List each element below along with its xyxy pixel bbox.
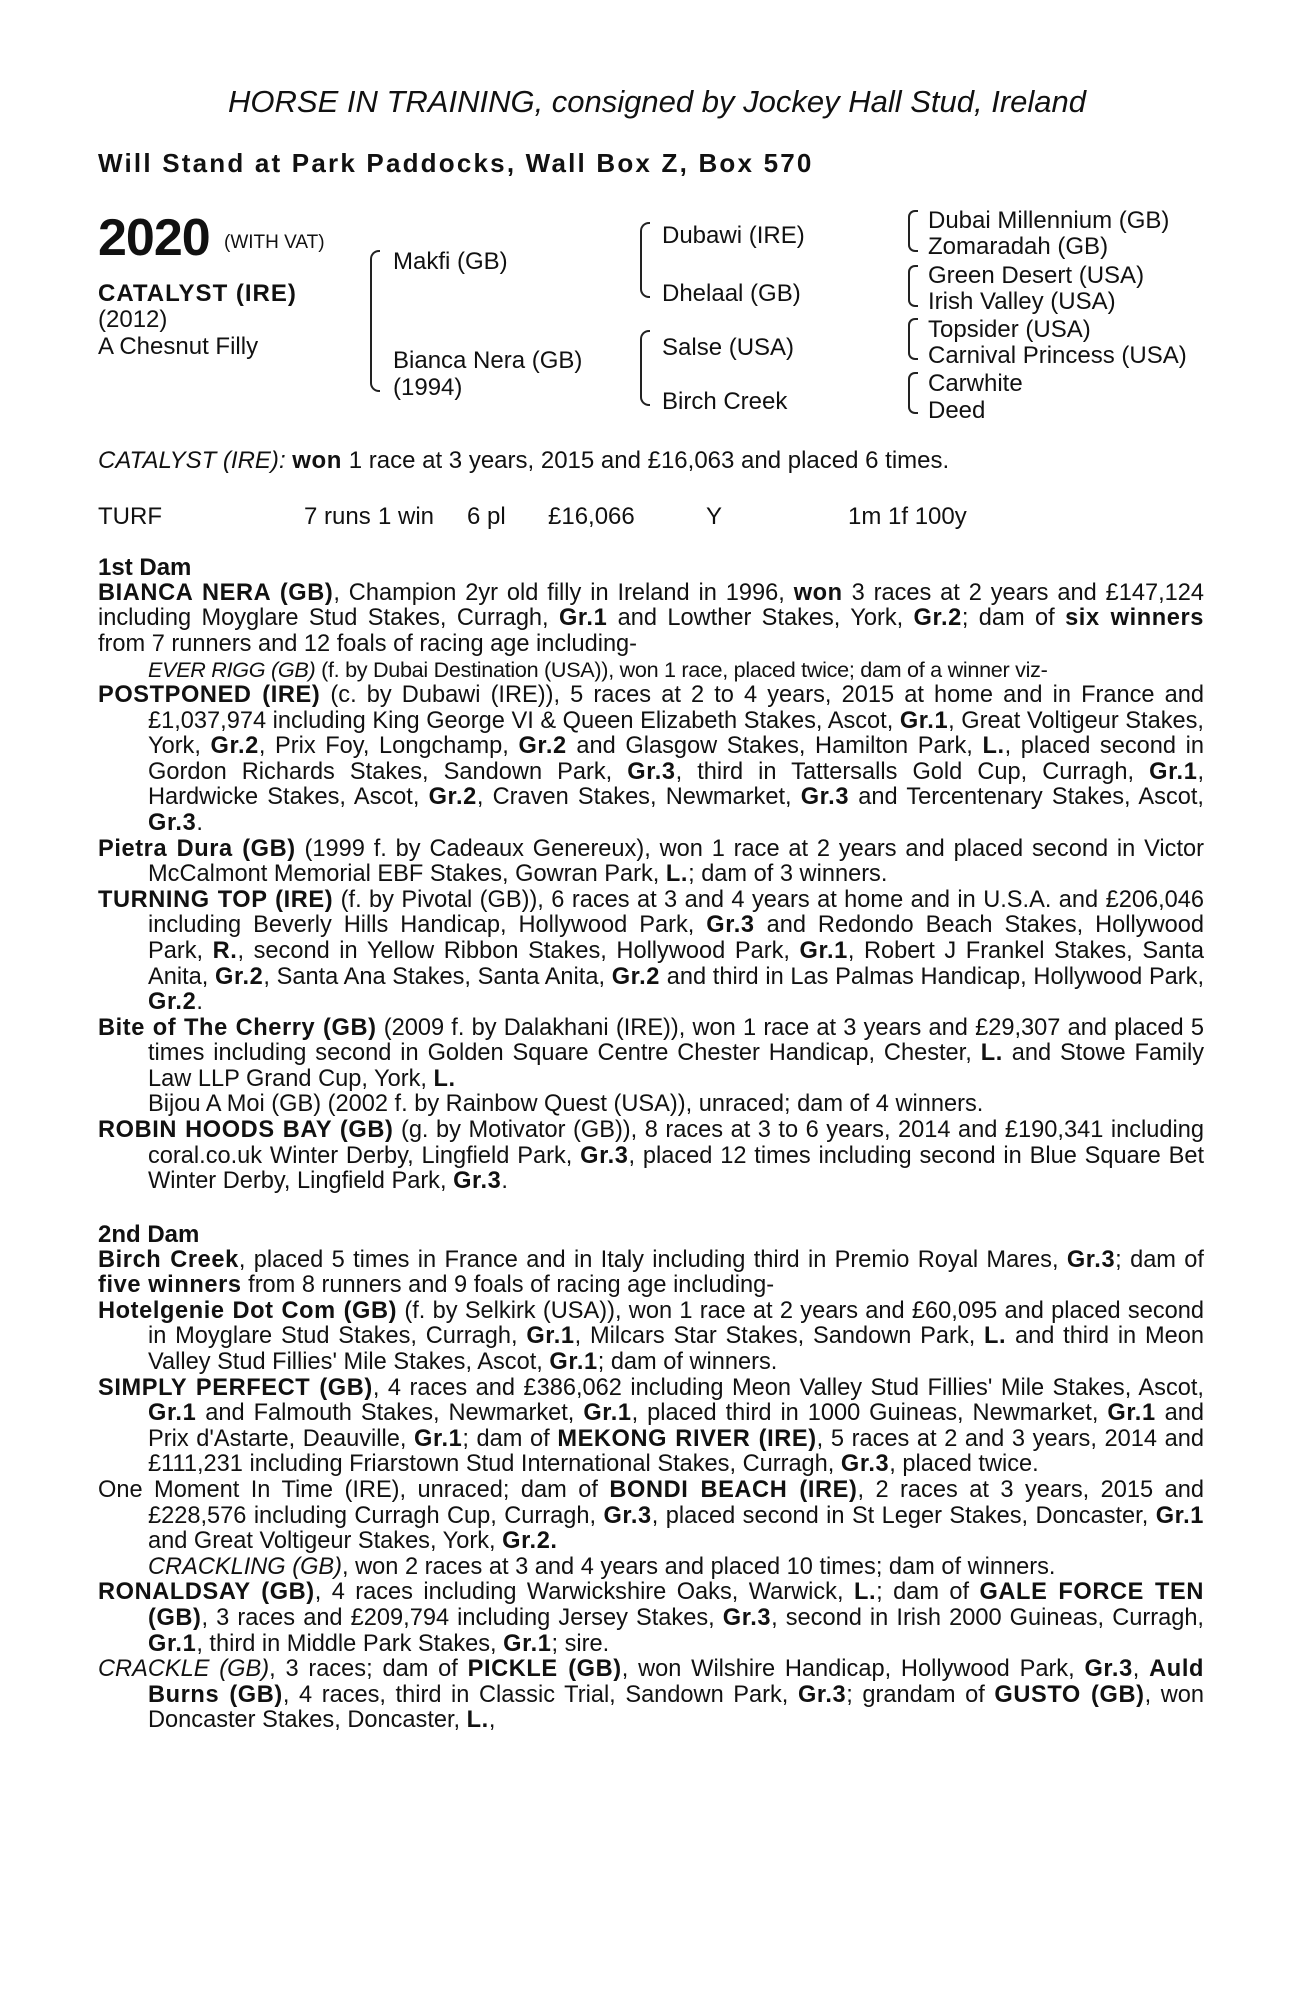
produce-crackle: CRACKLE (GB), 3 races; dam of PICKLE (GB), won Wilshire Handicap, Hollywood Park, Gr.3, Auld Burns (GB), 4 races, third in Classic Trial, Sandown Park, Gr.3; grandam of GUSTO (GB), won Doncaster Stakes, Doncaster, L.,	[98, 1656, 1205, 1734]
ggs-8: Deed	[928, 397, 986, 424]
sire-sire: Dubawi (IRE)	[662, 222, 805, 249]
ss-bracket	[908, 210, 918, 252]
sire: Makfi (GB)	[393, 248, 508, 275]
produce-bijou-a-moi: Bijou A Moi (GB) (2002 f. by Rainbow Quest (USA)), unraced; dam of 4 winners.	[148, 1091, 984, 1118]
dam-dam: Birch Creek	[662, 388, 788, 415]
ds-bracket	[908, 318, 918, 360]
produce-simply-perfect: SIMPLY PERFECT (GB), 4 races and £386,062 including Meon Valley Stud Fillies' Mile Stakes, Ascot, Gr.1 and Falmouth Stakes, Newmarket, Gr.1, placed third in 1000 Guineas, Newmarket, Gr.1 and Prix d'Astarte, Deauville, Gr.1; dam of MEKONG RIVER (IRE), 5 races at 2 and 3 years, 2014 and £111,231 including Friarstown Stud International Stakes, Curragh, Gr.3, placed twice.	[98, 1374, 1204, 1478]
catalogue-header: HORSE IN TRAINING, consigned by Jockey Hall Stud, Ireland	[228, 84, 1086, 119]
ggs-4: Irish Valley (USA)	[928, 288, 1116, 315]
dam: Bianca Nera (GB)	[393, 347, 583, 374]
record-won: won	[292, 447, 343, 474]
second-dam-paragraph: Birch Creek, placed 5 times in France and in Italy including third in Premio Royal Mares, Gr.3; dam of five winners from 8 runners and 9 foals of racing age including-	[98, 1246, 1204, 1299]
stat-placed: 6 pl	[467, 503, 506, 530]
horse-description: A Chesnut Filly	[98, 333, 259, 360]
dam-sire: Salse (USA)	[662, 334, 795, 361]
produce-hotelgenie: Hotelgenie Dot Com (GB) (f. by Selkirk (USA)), won 1 race at 2 years and £60,095 and placed second in Moyglare Stud Stakes, Curragh, Gr.1, Milcars Star Stakes, Sandown Park, L. and third in Meon Valley Stud Fillies' Mile Stakes, Ascot, Gr.1; dam of winners.	[98, 1297, 1204, 1375]
horse-name: CATALYST (IRE)	[98, 280, 297, 307]
foaling-year: (2012)	[98, 306, 168, 333]
ggs-5: Topsider (USA)	[928, 316, 1091, 343]
first-dam-heading: 1st Dam	[98, 554, 192, 581]
produce-ronaldsay: RONALDSAY (GB), 4 races including Warwickshire Oaks, Warwick, L.; dam of GALE FORCE TEN (GB), 3 races and £209,794 including Jersey Stakes, Gr.3, second in Irish 2000 Guineas, Curragh, Gr.1, third in Middle Park Stakes, Gr.1; sire.	[98, 1579, 1204, 1657]
ggs-2: Zomaradah (GB)	[928, 233, 1109, 260]
produce-bite-of-the-cherry: Bite of The Cherry (GB) (2009 f. by Dalakhani (IRE)), won 1 race at 3 years and £29,307 and placed 5 times including second in Golden Square Centre Chester Handicap, Chester, L. and Stowe Family Law LLP Grand Cup, York, L.	[98, 1014, 1204, 1092]
stat-flag: Y	[706, 503, 723, 530]
stat-runs: 7 runs	[304, 503, 371, 530]
ggs-1: Dubai Millennium (GB)	[928, 207, 1170, 234]
vat-note: (WITH VAT)	[224, 232, 325, 253]
lot-year: 2020	[98, 209, 210, 267]
second-dam-section	[98, 1222, 1204, 1734]
ggs-6: Carnival Princess (USA)	[928, 342, 1187, 369]
produce-pietra-dura: Pietra Dura (GB) (1999 f. by Cadeaux Genereux), won 1 race at 2 years and placed second in Victor McCalmont Memorial EBF Stakes, Gowran Park, L.; dam of 3 winners.	[98, 835, 1204, 888]
stat-distance: 1m 1f 100y	[848, 503, 967, 530]
dam-paragraph: BIANCA NERA (GB), Champion 2yr old filly in Ireland in 1996, won 3 races at 2 years and £147,124 including Moyglare Stud Stakes, Curragh, Gr.1 and Lowther Stakes, York, Gr.2; dam of six winners from 7 runners and 12 foals of racing age including-	[98, 579, 1204, 657]
stat-earnings: £16,066	[548, 503, 635, 530]
sire-dam-bracket	[370, 250, 380, 392]
sire-dam: Dhelaal (GB)	[662, 280, 801, 307]
stand-location: Will Stand at Park Paddocks, Wall Box Z, Box 570	[98, 148, 814, 178]
sd-bracket	[908, 265, 918, 307]
produce-ever-rigg: EVER RIGG (GB) (f. by Dubai Destination (USA)), won 1 race, placed twice; dam of a winner viz-	[148, 657, 1048, 683]
dam-line-bracket	[640, 330, 650, 406]
record-horse-name: CATALYST (IRE)	[98, 447, 279, 474]
ggs-3: Green Desert (USA)	[928, 262, 1145, 289]
produce-one-moment-in-time: One Moment In Time (IRE), unraced; dam of BONDI BEACH (IRE), 2 races at 3 years, 2015 and £228,576 including Curragh Cup, Curragh, Gr.3, placed second in St Leger Stakes, Doncaster, Gr.1 and Great Voltigeur Stakes, York, Gr.2.	[98, 1476, 1205, 1555]
second-dam-heading: 2nd Dam	[98, 1221, 200, 1248]
race-record: CATALYST (IRE): won 1 race at 3 years, 2015 and £16,063 and placed 6 times.	[98, 447, 950, 474]
first-dam-section	[98, 555, 1204, 1195]
produce-postponed: POSTPONED (IRE) (c. by Dubawi (IRE)), 5 races at 2 to 4 years, 2015 at home and in France and £1,037,974 including King George VI & Queen Elizabeth Stakes, Ascot, Gr.1, Great Voltigeur Stakes, York, Gr.2, Prix Foy, Longchamp, Gr.2 and Glasgow Stakes, Hamilton Park, L., placed second in Gordon Richards Stakes, Sandown Park, Gr.3, third in Tattersalls Gold Cup, Curragh, Gr.1, Hardwicke Stakes, Ascot, Gr.2, Craven Stakes, Newmarket, Gr.3 and Tercentenary Stakes, Ascot, Gr.3.	[98, 681, 1204, 836]
stat-surface: TURF	[98, 503, 162, 530]
record-text: 1 race at 3 years, 2015 and £16,063 and placed 6 times.	[348, 447, 950, 474]
produce-robin-hoods-bay: ROBIN HOODS BAY (GB) (g. by Motivator (GB)), 8 races at 3 to 6 years, 2014 and £190,341 including coral.co.uk Winter Derby, Lingfield Park, Gr.3, placed 12 times including second in Blue Square Bet Winter Derby, Lingfield Park, Gr.3.	[98, 1117, 1205, 1195]
dam-year: (1994)	[393, 374, 463, 401]
produce-crackling: CRACKLING (GB), won 2 races at 3 and 4 years and placed 10 times; dam of winners.	[148, 1553, 1056, 1580]
dd-bracket	[908, 372, 918, 414]
stat-wins: 1 win	[378, 503, 435, 530]
ggs-7: Carwhite	[928, 370, 1023, 397]
sire-line-bracket	[640, 222, 650, 298]
produce-turning-top: TURNING TOP (IRE) (f. by Pivotal (GB)), 6 races at 3 and 4 years at home and in U.S.A. and £206,046 including Beverly Hills Handicap, Hollywood Park, Gr.3 and Redondo Beach Stakes, Hollywood Park, R., second in Yellow Ribbon Stakes, Hollywood Park, Gr.1, Robert J Frankel Stakes, Santa Anita, Gr.2, Santa Ana Stakes, Santa Anita, Gr.2 and third in Las Palmas Handicap, Hollywood Park, Gr.2.	[98, 886, 1205, 1016]
